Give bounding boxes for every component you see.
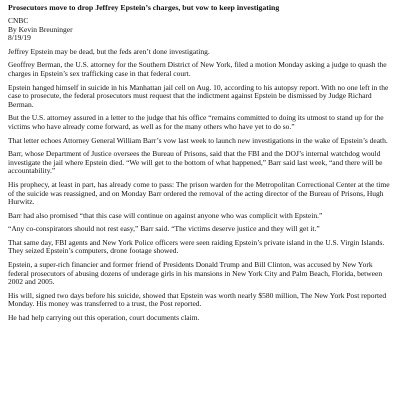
article-paragraph: Geoffrey Berman, the U.S. attorney for the Southern District of New York, filed a motion Monday asking a judge to quash the charges in Epstein’s sex trafficking case in that federal court. (8, 60, 387, 78)
article-paragraph: Barr, whose Department of Justice oversees the Bureau of Prisons, said that the FBI and the DOJ’s internal watchdog would investigate the jail where Epstein died. “We will get to the bottom of what happened,” Barr said last week, “and there will be accountability.” (8, 149, 383, 176)
article-paragraph: “Any co-conspirators should not rest easy,” Barr said. “The victims deserve justice and they will get it.” (8, 224, 320, 234)
article-title: Prosecutors move to drop Jeffrey Epstein’s charges, but vow to keep investigating (8, 3, 280, 12)
article-paragraph: Barr had also promised “that this case will continue on against anyone who was complicit with Epstein.” (8, 210, 323, 220)
article-paragraph: Epstein hanged himself in suicide in his Manhattan jail cell on Aug. 10, according to his autopsy report. With no one left in the case to prosecute, the federal prosecutors must request that the indictment against Epstein be dismissed by Judge Richard Berman. (8, 82, 389, 109)
article-paragraph: Epstein, a super-rich financier and former friend of Presidents Donald Trump and Bill Clinton, was accused by New York federal prosecutors of abusing dozens of underage girls in his mansions in New York City and Palm Beach, Florida, between 2002 and 2005. (8, 260, 383, 287)
article-paragraph: That same day, FBI agents and New York Police officers were seen raiding Epstein’s private island in the U.S. Virgin Islands. They seized Epstein’s computers, drone footage showed. (8, 237, 385, 256)
article-paragraph: But the U.S. attorney assured in a letter to the judge that his office “remains committed to doing its utmost to stand up for the victims who have already come forward, as well as for the many others who have yet to do so.” (8, 113, 384, 131)
article-paragraph: That letter echoes Attorney General William Barr’s vow last week to launch new investigations in the wake of Epstein’s death. (8, 135, 388, 145)
article-paragraph: His will, signed two days before his suicide, showed that Epstein was worth nearly $580 million, The New York Post reported Monday. His money was transferred to a trust, the Post reported. (8, 290, 387, 309)
article-source: CNBC (8, 16, 29, 25)
article-date: 8/19/19 (8, 33, 31, 43)
article-paragraph: His prophecy, at least in part, has already come to pass: The prison warden for the Metropolitan Correctional Center at the time of the suicide was reassigned, and on Monday Barr ordered the removal of the acting director of the Bureau of Prisons, Hugh Hurwitz. (8, 179, 390, 207)
article-body (8, 48, 390, 323)
article-meta (8, 17, 390, 43)
article-paragraph: He had help carrying out this operation, court documents claim. (8, 313, 200, 323)
article-paragraph: Jeffrey Epstein may be dead, but the feds aren’t done investigating. (8, 46, 210, 56)
article-byline: By Kevin Breuninger (8, 24, 73, 34)
